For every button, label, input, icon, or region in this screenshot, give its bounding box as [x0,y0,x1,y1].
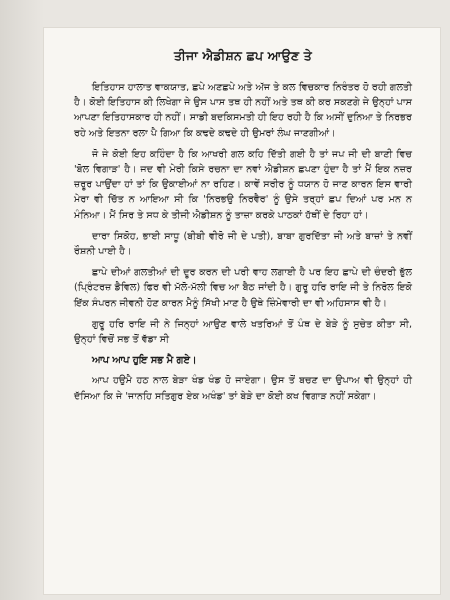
paragraph-printing-errors: ਛਾਪੇ ਦੀਆਂ ਗਲਤੀਆਂ ਦੀ ਦੂਰ ਕਰਨ ਦੀ ਪਰੀ ਵਾਹ ਲਗਾਈ ਹੈ ਪਰ ਇਹ ਛਾਪੇ ਦੀ ਚੰਦਰੀ ਭੁੱਲ (ਪ੍ਰਿੰਟਰਜ਼ ਡੈਵਿਲ) ਫਿਰ ਵੀ ਮੱਲੋ-ਮੱਲੀ ਵਿਚ ਆ ਬੈਠ ਜਾਂਦੀ ਹੈ। ਗੁਰੂ ਹਰਿ ਰਾਇ ਜੀ ਤੇ ਨਿਰੋਲ ਇਕੋ ਇੱਕ ਸੰਪਰਨ ਜੀਵਨੀ ਹੋਣ ਕਾਰਨ ਮੈਨੂੰ ਸਿੱਖੀ ਮਾਣ ਹੈ ਉਥੇ ਜ਼ਿੰਮੇਵਾਰੀ ਦਾ ਵੀ ਅਹਿਸਾਸ ਵੀ ਹੈ। [74,267,412,309]
page-content [74,48,412,410]
page-title: ਤੀਜਾ ਐਡੀਸ਼ਨ ਛਪ ਆਉਣ ਤੇ [174,48,312,63]
book-page [44,28,440,594]
paragraph-figures: ਦਾਰਾ ਸਿਕੋਹ, ਭਾਈ ਸਾਧੂ (ਬੀਬੀ ਵੀਰੋ ਜੀ ਦੇ ਪਤੀ), ਬਾਬਾ ਗੁਰਦਿੱਤਾ ਜੀ ਅਤੇ ਬਾਜ਼ਾਂ ਤੇ ਨਵੀਂ ਰੌਸ਼ਨੀ ਪਾਈ ਹੈ। [74,230,412,258]
paragraph-warnings: ਗੁਰੂ ਹਰਿ ਰਾਇ ਜੀ ਨੇ ਜਿਨ੍ਹਾਂ ਆਉਣ ਵਾਲੇ ਖਤਰਿਆਂ ਤੋਂ ਪੰਥ ਦੇ ਬੇੜੇ ਨੂੰ ਸੁਚੇਤ ਕੀਤਾ ਸੀ, ਉਨ੍ਹਾਂ ਵਿਚੋਂ ਸਭ ਤੋਂ ਵੱਡਾ ਸੀ [74,318,412,346]
book-gutter-shadow [0,0,44,600]
paragraph-history: ਇਤਿਹਾਸ ਹਾਲਾਤ ਵਾਕਯਾਤ, ਛਪੇ ਅਣਛਪੇ ਅਤੇ ਅੱਜ ਤੇ ਕਲ ਵਿਚਕਾਰ ਨਿਰੰਤਰ ਹੋ ਰਹੀ ਗਲਤੀ ਹੈ। ਕੋਈ ਇਤਿਹਾਸ ਕੀ ਲਿਖੇਗਾ ਜੇ ਉਸ ਪਾਸ ਤਥ ਹੀ ਨਹੀਂ ਅਤੇ ਤਥ ਕੀ ਕਰ ਸਕਣਗੇ ਜੇ ਉਨ੍ਹਾਂ ਪਾਸ ਆਪਣਾ ਇਤਿਹਾਸਕਾਰ ਹੀ ਨਹੀਂ। ਸਾਡੀ ਬਦਕਿਸਮਤੀ ਹੀ ਇਹ ਰਹੀ ਹੈ ਕਿ ਅਸੀਂ ਦੁਨਿਆ ਤੇ ਨਿਰਭਰ ਰਹੇ ਅਤੇ ਇਤਨਾ ਰਲਾ ਪੈ ਗਿਆ ਕਿ ਕਢਦੇ ਕਢਦੇ ਹੀ ਉਮਰਾਂ ਲੰਘ ਜਾਣਗੀਆਂ। [74,82,412,139]
paragraph-third-edition: ਜੋ ਜੇ ਕੋਈ ਇਹ ਕਹਿੰਦਾ ਹੈ ਕਿ ਆਖਰੀ ਗਲ ਕਹਿ ਦਿੱਤੀ ਗਈ ਹੈ ਤਾਂ ਜਪ ਜੀ ਦੀ ਬਾਣੀ ਵਿਚ 'ਬੋਲ ਵਿਗਾੜ' ਹੈ। ਜਦ ਵੀ ਮੇਰੀ ਕਿਸੇ ਰਚਨਾ ਦਾ ਨਵਾਂ ਐਡੀਸ਼ਨ ਛਪਣਾ ਹੁੰਦਾ ਹੈ ਤਾਂ ਮੈਂ ਇਕ ਨਜ਼ਰ ਜ਼ਰੂਰ ਪਾਉਂਦਾ ਹਾਂ ਤਾਂ ਕਿ ਉਕਾਈਆਂ ਨਾ ਰਹਿਣ। ਕਾਵੇਂ ਸਰੀਰ ਨੂੰ ਧਯਾਨ ਹੋ ਜਾਣ ਕਾਰਨ ਇਸ ਵਾਰੀ ਮੇਰਾ ਵੀ ਚਿੱਤ ਨ ਆਇਆ ਸੀ ਕਿ 'ਨਿਰਭਉ ਨਿਰਵੈਰ' ਨੂੰ ਉਸੇ ਤਰ੍ਹਾਂ ਛਪ ਦਿਆਂ ਪਰ ਮਨ ਨ ਮੰਨਿਆ। ਮੈਂ ਸਿਰ ਤੇ ਸਧ ਕੇ ਤੀਜੀ ਐਡੀਸ਼ਨ ਨੂੰ ਤਾਜ਼ਾ ਕਰਕੇ ਪਾਠਕਾਂ ਹੱਥੀਂ ਦੇ ਰਿਹਾ ਹਾਂ। [74,148,412,221]
paragraph-closing: ਆਪ ਹਉਮੈ ਹਠ ਨਾਲ ਬੇੜਾ ਖੰਡ ਖੰਡ ਹੋ ਜਾਏਗਾ। ਉਸ ਤੋਂ ਬਚਣ ਦਾ ਉਪਾਅ ਵੀ ਉਨ੍ਹਾਂ ਹੀ ਦੱਸਿਆ ਕਿ ਜੇ 'ਜਾਨਹਿ ਸਤਿਗੁਰ ਏਕ ਅਖੰਡ' ਤਾਂ ਬੇੜੇ ਦਾ ਕੋਈ ਕਖ ਵਿਗਾੜ ਨਹੀਂ ਸਕੇਗਾ। [74,375,412,402]
quoted-verse: ਆਪ ਆਪ ਹੁਇ ਸਭ ਮੈ ਗਏ। [92,355,197,367]
